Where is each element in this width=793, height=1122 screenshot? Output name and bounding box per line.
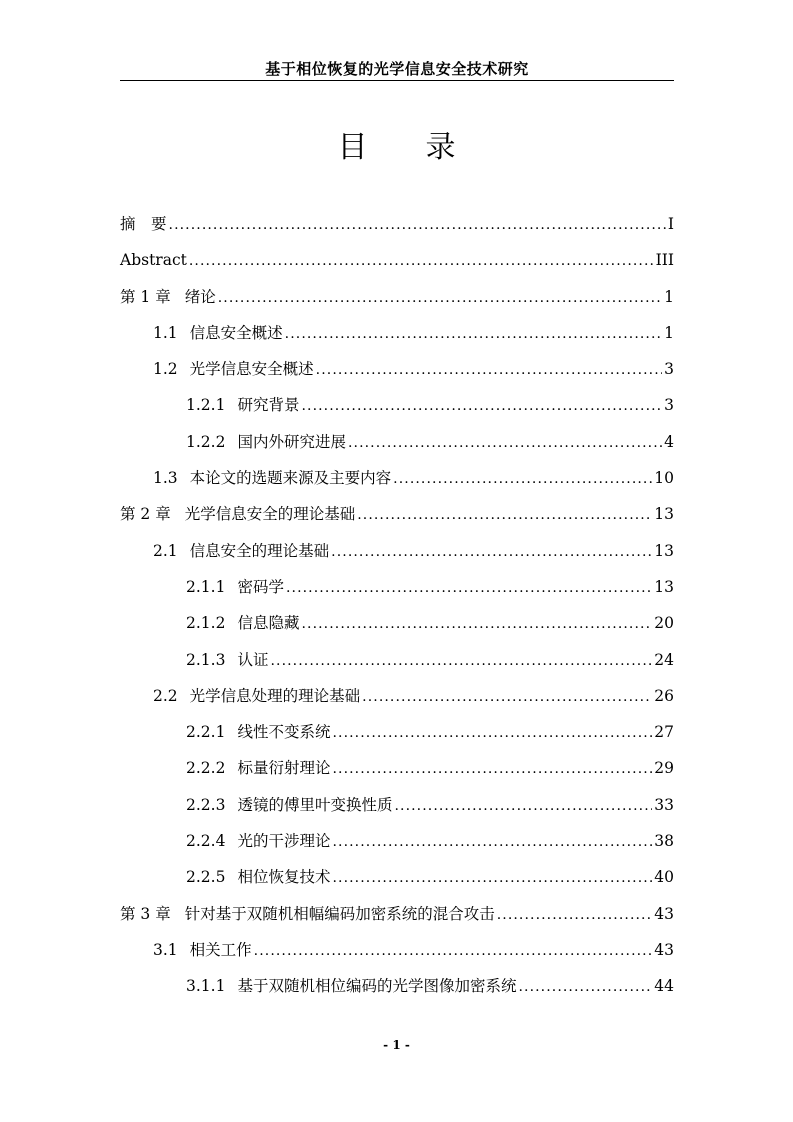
toc-title-char-2: 录 [425, 130, 456, 165]
toc-entry-label: 绪论 [184, 287, 216, 306]
toc-entry[interactable] [120, 533, 674, 569]
toc-entry-page: 24 [654, 650, 674, 669]
toc-dot-leader [301, 388, 662, 424]
toc-dot-leader [394, 788, 652, 824]
toc-entry[interactable] [120, 787, 674, 823]
toc-entry-label: 针对基于双随机相幅编码加密系统的混合攻击 [184, 904, 495, 923]
toc-entry-number: 摘 要 [120, 215, 167, 233]
toc-entry-number: 2.2.5 [186, 868, 226, 887]
toc-entry[interactable] [120, 968, 674, 1004]
toc-entry-label: 光学信息处理的理论基础 [189, 686, 361, 705]
toc-dot-leader [332, 751, 652, 787]
toc-entry[interactable] [120, 460, 674, 496]
toc-entry-page: 3 [664, 360, 674, 379]
toc-entry[interactable] [120, 823, 674, 859]
toc-dot-leader [169, 207, 666, 243]
toc-entry-label: 国内外研究进展 [237, 432, 346, 451]
toc-entry-label: 线性不变系统 [237, 723, 331, 742]
toc-entry-label: 光的干涉理论 [237, 832, 331, 851]
toc-entry-page: 10 [654, 469, 674, 488]
toc-entry-number: 3.1 [153, 940, 178, 959]
toc-dot-leader [316, 352, 662, 388]
toc-entry-page: 4 [664, 432, 674, 451]
toc-dot-leader [332, 715, 652, 751]
toc-entry-label: 相位恢复技术 [237, 868, 331, 887]
toc-entry[interactable] [120, 569, 674, 605]
toc-dot-leader [285, 316, 662, 352]
toc-entry-number: 3.1.1 [186, 977, 226, 996]
running-header: 基于相位恢复的光学信息安全技术研究 [265, 60, 529, 78]
toc-entry-page: III [655, 251, 674, 270]
toc-entry-label: 标量衍射理论 [237, 759, 331, 778]
toc-entry-number: 第 1 章 [120, 287, 171, 306]
toc-entry[interactable] [120, 242, 674, 278]
toc-entry-page: 43 [654, 904, 674, 923]
toc-entry-page: 38 [654, 832, 674, 851]
toc-dot-leader [254, 933, 653, 969]
toc-entry-label: 认证 [237, 650, 269, 669]
toc-entry-number: 1.1 [153, 323, 178, 342]
toc-entry-number: 2.2 [153, 686, 178, 705]
toc-entry[interactable] [120, 932, 674, 968]
toc-entry[interactable] [120, 424, 674, 460]
toc-entry[interactable] [120, 605, 674, 641]
toc-entry[interactable] [120, 714, 674, 750]
toc-dot-leader [332, 824, 652, 860]
toc-entry-number: 2.2.2 [186, 759, 226, 778]
header-rule [120, 80, 674, 81]
toc-entry-number: 1.2 [153, 360, 178, 379]
toc-entry[interactable] [120, 387, 674, 423]
toc-entry[interactable] [120, 496, 674, 532]
toc-dot-leader [393, 461, 652, 497]
toc-entry-page: 27 [654, 723, 674, 742]
toc-entry-number: 2.1.2 [186, 614, 226, 633]
toc-entry-page: 33 [654, 795, 674, 814]
toc-entry-page: 43 [654, 940, 674, 959]
toc-dot-leader [497, 897, 653, 933]
toc-entry-label: 基于双随机相位编码的光学图像加密系统 [237, 977, 517, 996]
toc-entry-label: 光学信息安全的理论基础 [184, 505, 356, 524]
toc-dot-leader [286, 570, 652, 606]
toc-entry-page: 13 [654, 505, 674, 524]
toc-entry-label: 透镜的傅里叶变换性质 [237, 795, 393, 814]
toc-entry-number: 1.2.2 [186, 432, 226, 451]
toc-dot-leader [357, 497, 652, 533]
toc-entry-page: 1 [664, 323, 674, 342]
toc-entry-page: 29 [654, 759, 674, 778]
toc-entry[interactable] [120, 859, 674, 895]
toc-entry-number: 1.3 [153, 469, 178, 488]
toc-dot-leader [348, 425, 662, 461]
toc-entry-number: 2.2.3 [186, 795, 226, 814]
toc-entry-page: I [667, 215, 674, 233]
toc-entry-number: 第 3 章 [120, 904, 171, 923]
toc-entry[interactable] [120, 750, 674, 786]
toc-dot-leader [362, 679, 652, 715]
toc-entry-label: 信息安全概述 [189, 323, 283, 342]
toc-entry-label: 密码学 [237, 577, 284, 596]
toc-entry[interactable] [120, 896, 674, 932]
toc-entry[interactable] [120, 642, 674, 678]
toc-entry-page: 40 [654, 868, 674, 887]
toc-entry-number: Abstract [120, 251, 187, 270]
toc-entry-label: 信息隐藏 [237, 614, 300, 633]
toc-entry-page: 13 [654, 541, 674, 560]
toc-entry[interactable] [120, 351, 674, 387]
toc-dot-leader [301, 606, 652, 642]
toc-entry-page: 1 [664, 287, 674, 306]
toc-entry-number: 第 2 章 [120, 505, 171, 524]
toc-dot-leader [331, 534, 652, 570]
toc-list [120, 206, 674, 1005]
toc-entry-number: 2.1 [153, 541, 178, 560]
toc-entry-number: 2.2.1 [186, 723, 226, 742]
toc-entry-label: 研究背景 [237, 396, 300, 415]
toc-entry[interactable] [120, 678, 674, 714]
toc-dot-leader [270, 643, 652, 679]
toc-entry-number: 1.2.1 [186, 396, 226, 415]
toc-entry-label: 信息安全的理论基础 [189, 541, 330, 560]
toc-entry-label: 光学信息安全概述 [189, 360, 314, 379]
toc-entry-page: 26 [654, 686, 674, 705]
toc-entry[interactable] [120, 315, 674, 351]
toc-dot-leader [518, 969, 652, 1005]
toc-entry-page: 3 [664, 396, 674, 415]
toc-entry-label: 相关工作 [189, 940, 252, 959]
toc-entry-page: 13 [654, 577, 674, 596]
toc-dot-leader [332, 860, 652, 896]
toc-entry[interactable] [120, 279, 674, 315]
toc-entry-page: 44 [654, 977, 674, 996]
toc-dot-leader [189, 243, 654, 279]
toc-entry-label: 本论文的选题来源及主要内容 [189, 469, 392, 488]
toc-dot-leader [218, 280, 662, 316]
toc-entry-page: 20 [654, 614, 674, 633]
toc-entry-number: 2.2.4 [186, 832, 226, 851]
page-number: - 1 - [383, 1038, 410, 1052]
toc-title-char-1: 目 [337, 130, 368, 165]
toc-title [0, 128, 793, 168]
toc-entry-number: 2.1.1 [186, 577, 226, 596]
toc-entry-number: 2.1.3 [186, 650, 226, 669]
toc-entry[interactable] [120, 206, 674, 242]
